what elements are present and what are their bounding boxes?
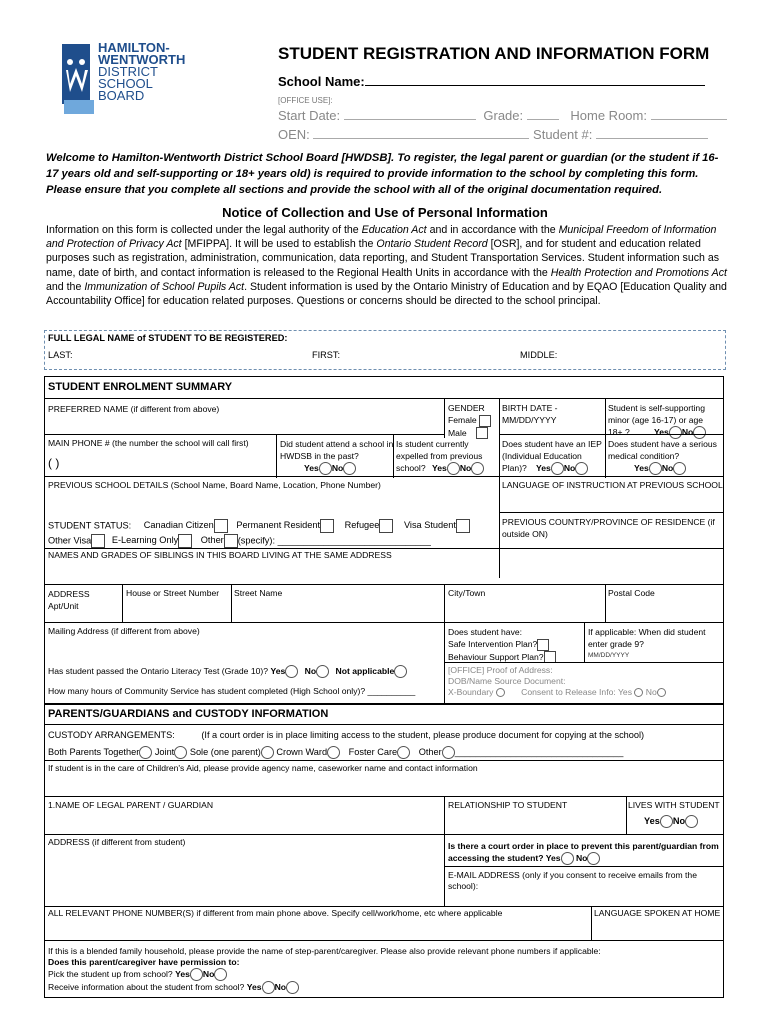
safe-intervention-label: Safe Intervention Plan? <box>448 639 538 649</box>
logo-line-4: SCHOOL <box>98 76 153 91</box>
expelled-question: Is student currently expelled from previous school? <box>396 439 483 473</box>
custody-sole-radio[interactable] <box>261 746 274 759</box>
court-no-radio[interactable] <box>587 852 600 865</box>
xboundary-radio[interactable] <box>496 688 505 697</box>
other-status-checkbox[interactable] <box>224 534 238 548</box>
custody-sole-label: Sole (one parent) <box>189 746 261 757</box>
attended-options <box>304 462 356 475</box>
custody-both-radio[interactable] <box>139 746 152 759</box>
logo-line-5: BOARD <box>98 88 145 103</box>
custody-options <box>48 746 623 759</box>
address-label <box>48 588 90 612</box>
parent-address-field[interactable]: ADDRESS (if different from student) <box>48 837 186 847</box>
form-title: STUDENT REGISTRATION AND INFORMATION FORM <box>278 44 710 63</box>
postal-code-field[interactable]: Postal Code <box>608 588 655 598</box>
medical-question: Does student have a serious medical condition? <box>608 439 717 461</box>
receive-no-radio[interactable] <box>286 981 299 994</box>
self-supporting-question: Student is self-supporting minor (age 16-17) or age 18+ ? <box>608 403 705 437</box>
start-date-label: Start Date: <box>278 108 341 123</box>
previous-school-field[interactable]: PREVIOUS SCHOOL DETAILS (School Name, Board Name, Location, Phone Number) <box>48 480 381 490</box>
expelled-no-radio[interactable] <box>471 462 484 475</box>
plans-field <box>448 626 556 663</box>
logo-line-2: WENTWORTH <box>98 52 186 67</box>
safe-intervention-checkbox[interactable] <box>537 639 549 651</box>
logo-line-3: DISTRICT <box>98 64 158 79</box>
enrolment-summary-title: STUDENT ENROLMENT SUMMARY <box>48 381 233 393</box>
other-status-label: Other <box>200 535 224 546</box>
attended-no-radio[interactable] <box>343 462 356 475</box>
apt-unit-label: Apt/Unit <box>48 601 79 611</box>
refugee-checkbox[interactable] <box>379 519 393 533</box>
permanent-label: Permanent Resident <box>236 520 321 531</box>
court-yes-radio[interactable] <box>561 852 574 865</box>
iep-no-radio[interactable] <box>575 462 588 475</box>
literacy-question: Has student passed the Ontario Literacy Test (Grade 10)? <box>48 665 269 676</box>
lives-no-label: No <box>672 815 686 826</box>
main-phone-label: MAIN PHONE # (the number the school will call first) <box>48 438 249 448</box>
oen-input[interactable] <box>313 138 529 139</box>
attended-yes-radio[interactable] <box>319 462 332 475</box>
grade9-label: If applicable: When did student enter grade 9? <box>588 627 706 649</box>
literacy-na-radio[interactable] <box>394 665 407 678</box>
visa-student-checkbox[interactable] <box>456 519 470 533</box>
custody-foster-label: Foster Care <box>348 746 398 757</box>
gender-male-label: Male <box>448 427 467 438</box>
literacy-test-row <box>48 665 407 678</box>
student-number-label: Student #: <box>533 127 593 142</box>
custody-both-label: Both Parents Together <box>48 746 140 757</box>
canadian-label: Canadian Citizen <box>143 520 214 531</box>
iep-no-label: No <box>563 462 576 473</box>
custody-other-radio[interactable] <box>442 746 455 759</box>
oen-label: OEN: <box>278 127 310 142</box>
childrens-aid-field[interactable]: If student is in the care of Children's Aid, please provide agency name, caseworker name and contact information <box>48 763 478 773</box>
attended-hwdsb-field <box>280 438 394 462</box>
medical-options <box>634 462 686 475</box>
self-supporting-field <box>608 402 720 438</box>
home-room-input[interactable] <box>651 119 727 120</box>
pickup-label: Pick the student up from school? <box>48 968 173 979</box>
birth-date-field[interactable] <box>502 402 558 426</box>
start-date-input[interactable] <box>344 119 476 120</box>
iep-question: Does student have an IEP (Individual Education Plan)? <box>502 439 602 473</box>
school-name-label: School Name: <box>278 74 365 89</box>
blended-family-block <box>48 946 601 994</box>
other-visa-label: Other Visa <box>48 535 92 546</box>
behaviour-support-label: Behaviour Support Plan? <box>448 651 544 662</box>
custody-crown-label: Crown Ward <box>276 746 328 757</box>
expelled-no-label: No <box>459 462 472 473</box>
gender-female-label: Female <box>448 415 477 425</box>
grade-input[interactable] <box>527 119 559 120</box>
community-hours-field[interactable]: How many hours of Community Service has student completed (High School only)? __________ <box>48 686 416 696</box>
receive-yes-radio[interactable] <box>262 981 275 994</box>
dob-source-label: DOB/Name Source Document: <box>448 676 566 686</box>
last-name-label[interactable]: LAST: <box>48 350 73 360</box>
pickup-yes-label: Yes <box>175 968 190 979</box>
parents-title: PARENTS/GUARDIANS and CUSTODY INFORMATION <box>48 708 329 720</box>
school-name-field[interactable] <box>278 74 705 89</box>
refugee-label: Refugee <box>344 520 380 531</box>
literacy-no-radio[interactable] <box>316 665 329 678</box>
previous-country-field[interactable]: PREVIOUS COUNTRY/PROVINCE OF RESIDENCE (if outside ON) <box>502 517 715 539</box>
office-use-label: [OFFICE USE]: <box>278 96 333 105</box>
first-name-label[interactable]: FIRST: <box>312 350 341 360</box>
custody-other-label: Other <box>418 746 442 757</box>
grade9-field[interactable] <box>588 626 722 662</box>
permanent-checkbox[interactable] <box>320 519 334 533</box>
lives-with-label: LIVES WITH STUDENT <box>628 800 720 810</box>
student-status-row <box>48 519 470 533</box>
logo-line-1: HAMILTON- <box>98 40 170 55</box>
self-support-no-label: No <box>681 427 694 437</box>
other-visa-checkbox[interactable] <box>91 534 105 548</box>
custody-joint-label: Joint <box>154 746 175 757</box>
phones-field[interactable]: ALL RELEVANT PHONE NUMBER(S) if different from main phone above. Specify cell/work/home, etc where applicable <box>48 908 503 918</box>
medical-no-radio[interactable] <box>673 462 686 475</box>
court-note: (If a court order is in place limiting access to the student, please produce document for copying at the school) <box>201 730 645 740</box>
grade-label: Grade: <box>483 108 524 123</box>
lives-no-radio[interactable] <box>685 815 698 828</box>
office-proof-label: [OFFICE] Proof of Address: <box>448 665 553 675</box>
pickup-no-radio[interactable] <box>214 968 227 981</box>
main-phone-input[interactable]: ( ) <box>48 456 60 470</box>
custody-crown-radio[interactable] <box>327 746 340 759</box>
lives-with-options <box>644 815 698 828</box>
gender-field <box>448 402 491 439</box>
elearning-label: E-Learning Only <box>111 535 179 546</box>
consent-label: Consent to Release Info: Yes <box>521 687 633 697</box>
student-number-input[interactable] <box>596 138 708 139</box>
office-row-2 <box>278 127 708 142</box>
iep-yes-radio[interactable] <box>551 462 564 475</box>
attended-question: Did student attend a school in HWDSB in the past? <box>280 439 394 461</box>
elearning-checkbox[interactable] <box>178 534 192 548</box>
city-field[interactable]: City/Town <box>448 588 486 598</box>
consent-yes-radio[interactable] <box>634 688 643 697</box>
email-field[interactable]: E-MAIL ADDRESS (only if you consent to receive emails from the school): <box>448 870 697 891</box>
custody-other-input[interactable]: _________________________________ <box>454 746 624 757</box>
student-status-label: STUDENT STATUS: <box>48 520 132 531</box>
medical-no-label: No <box>661 462 674 473</box>
office-proof-block <box>448 665 666 698</box>
expelled-yes-label: Yes <box>432 462 447 473</box>
attended-no-label: No <box>331 462 344 473</box>
medical-yes-label: Yes <box>634 462 649 473</box>
receive-yes-label: Yes <box>246 981 262 992</box>
custody-row <box>48 730 644 740</box>
street-name-field[interactable]: Street Name <box>234 588 283 598</box>
student-status-row-2 <box>48 534 431 548</box>
notice-body: Information on this form is collected under the legal authority of the Education Act and in accordance with the Municipal Freedom of Information and Protection of Privacy Act [MFIPPA]. It will be used to establish the Ontario Student Record [OSR], and for student and education related purposes such as registration, administration, communication, data reporting, and Student Transportation Services. Student information such as name, date of birth, and contact information is released to the Regional Health Units in accordance with the Health Protection and Promotions Act and the Immunization of School Pupils Act. Student information is used by the Ontario Ministry of Education and by EQAO [Education Quality and Accountability Office] for education related purposes. Questions or concerns should be directed to the school principal. <box>46 224 727 308</box>
pickup-yes-radio[interactable] <box>190 968 203 981</box>
expelled-options <box>432 462 484 475</box>
address-title: ADDRESS <box>48 589 90 599</box>
middle-name-label[interactable]: MIDDLE: <box>520 350 558 360</box>
court-order-question <box>448 840 722 865</box>
xboundary-label: X-Boundary <box>448 687 494 697</box>
home-room-label: Home Room: <box>570 108 647 123</box>
birth-date-format: MM/DD/YYYY <box>502 415 557 425</box>
female-checkbox[interactable] <box>479 415 491 427</box>
mailing-address-field[interactable]: Mailing Address (if different from above) <box>48 626 200 636</box>
receive-no-label: No <box>274 981 287 992</box>
self-support-yes-label: Yes <box>654 427 669 437</box>
relationship-field[interactable]: RELATIONSHIP TO STUDENT <box>448 800 568 810</box>
medical-yes-radio[interactable] <box>649 462 662 475</box>
literacy-yes-radio[interactable] <box>285 665 298 678</box>
consent-no-radio[interactable] <box>657 688 666 697</box>
iep-options <box>536 462 588 475</box>
other-status-specify[interactable]: (specify): ______________________________ <box>237 535 431 546</box>
language-previous-field[interactable]: LANGUAGE OF INSTRUCTION AT PREVIOUS SCHOOL <box>502 480 723 490</box>
literacy-no-label: No <box>304 665 317 676</box>
birth-date-label: BIRTH DATE - <box>502 403 558 413</box>
literacy-yes-label: Yes <box>270 665 286 676</box>
office-row-1 <box>278 108 727 123</box>
iep-yes-label: Yes <box>536 462 551 473</box>
does-student-have-label: Does student have: <box>448 627 523 637</box>
receive-info-label: Receive information about the student from school? <box>48 981 245 992</box>
gender-label: GENDER <box>448 403 485 413</box>
expelled-yes-radio[interactable] <box>447 462 460 475</box>
logo-wordmark <box>98 42 185 102</box>
consent-no-label: No <box>645 687 657 697</box>
language-home-field[interactable]: LANGUAGE SPOKEN AT HOME <box>594 908 721 918</box>
notice-title: Notice of Collection and Use of Personal Information <box>222 205 548 220</box>
preferred-name-field[interactable]: PREFERRED NAME (if different from above) <box>48 404 220 414</box>
court-yes-label: Yes <box>545 853 561 863</box>
house-number-field[interactable]: House or Street Number <box>126 588 220 598</box>
custody-foster-radio[interactable] <box>397 746 410 759</box>
canadian-checkbox[interactable] <box>214 519 228 533</box>
blended-text: If this is a blended family household, please provide the name of step-parent/caregiver. Please also provide relevant phone numbers if applicable: <box>48 946 601 956</box>
custody-label: CUSTODY ARRANGEMENTS: <box>48 730 175 740</box>
welcome-text: Welcome to Hamilton-Wentworth District School Board [HWDSB]. To register, the legal parent or guardian (or the student if 16-17 years old and self-supporting or 18+ years old) is required to provide information to the school by completing this form. Please ensure that you complete all sections and provide the school with all of the original documentation required. <box>46 152 719 196</box>
attended-yes-label: Yes <box>304 462 319 473</box>
grade9-format: MM/DD/YYYY <box>588 652 630 659</box>
parent1-name-field[interactable]: 1.NAME OF LEGAL PARENT / GUARDIAN <box>48 800 214 810</box>
court-order-text: Is there a court order in place to prevent this parent/guardian from accessing the student? <box>448 841 719 863</box>
legal-name-label: FULL LEGAL NAME of STUDENT TO BE REGISTERED: <box>48 333 288 343</box>
siblings-field[interactable]: NAMES AND GRADES OF SIBLINGS IN THIS BOARD LIVING AT THE SAME ADDRESS <box>48 550 392 560</box>
court-no-label: No <box>575 853 588 863</box>
lives-yes-radio[interactable] <box>660 815 673 828</box>
literacy-na-label: Not applicable <box>335 665 395 676</box>
lives-yes-label: Yes <box>644 815 660 826</box>
visa-student-label: Visa Student <box>403 520 456 531</box>
custody-joint-radio[interactable] <box>174 746 187 759</box>
permission-text: Does this parent/caregiver have permission to: <box>48 957 240 967</box>
pickup-no-label: No <box>202 968 215 979</box>
